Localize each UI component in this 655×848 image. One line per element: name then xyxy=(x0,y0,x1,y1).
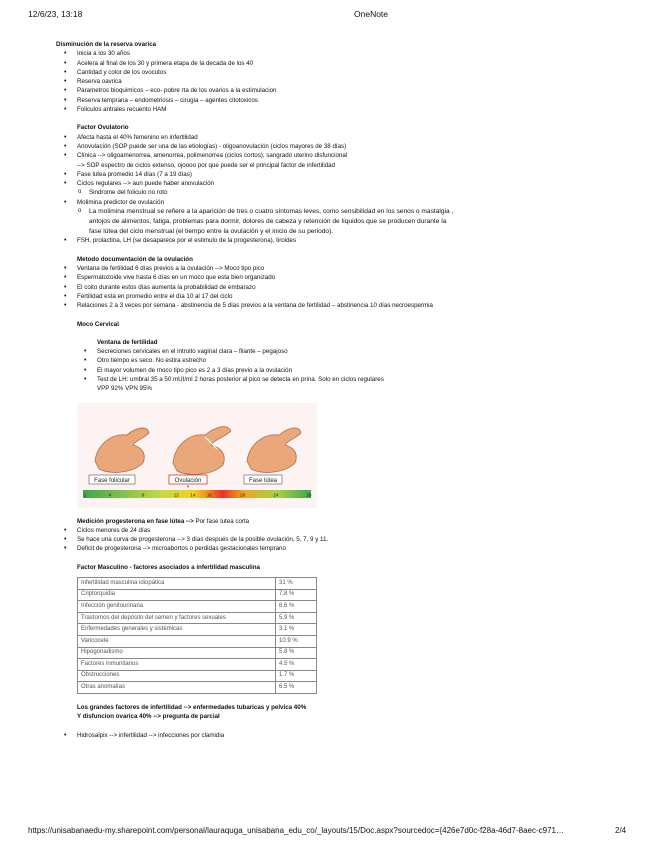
list-subitem: o La molimina menstrual se refiere a la aparición de tres o cuatro síntomas leves, como sensibilidad en los senos o mastalgia , antojos de alimentos, fatiga, problemas para dormir, dolores de cabeza y retención de líquidos que se producen durante la fase lútea del ciclo menstrual (el tiempo entre la ovulación y el inicio de su periodo). xyxy=(78,207,596,236)
app-name: OneNote xyxy=(354,9,389,19)
cycle-day-tick: 28 xyxy=(306,492,312,498)
list-item-continuation: • --> SOP espectro de ciclos extenso, ojoooo por que puede ser el principal factor de infertilidad xyxy=(64,161,596,170)
factor-percent: 5.8 % xyxy=(276,647,317,659)
factor-name: Varicocele xyxy=(78,636,276,648)
factor-percent: 5.9 % xyxy=(276,612,317,624)
label-ovulacion: Ovulación xyxy=(174,477,202,484)
list-item: • Reserva temprana – endometriosis – cirugia – agentes citotoxicos xyxy=(64,96,596,105)
factor-name: Enfermedades generales y sistémicas xyxy=(78,624,276,636)
factor-name: Otras anomalías xyxy=(78,682,276,694)
list-item: • Foliculos antrales recuento HAM xyxy=(64,105,596,114)
factor-name: Infertilidad masculina idiopática xyxy=(78,578,276,590)
summary-line-2: Y disfuncion ovarica 40% --> pregunta de parcial xyxy=(77,713,220,721)
section-title-progesterona: Medición progesterona en fase lútea --> Por fase lutea corta xyxy=(77,517,250,525)
cycle-day-tick: 12 xyxy=(173,492,179,498)
list-metodo xyxy=(56,264,596,310)
factor-percent: 6.5 % xyxy=(276,682,317,694)
factor-name: Infección genitourinaria xyxy=(78,601,276,613)
table-row xyxy=(78,624,317,636)
table-row xyxy=(78,670,317,682)
factor-name: Trastornos del depósito del semen y factores sexuales xyxy=(78,612,276,624)
section-title-reserva: Disminución de la reserva ovarica xyxy=(56,41,157,48)
summary-line-1: Los grandes factores de infertilidad --> enfermedades tubaricas y pelvica 40% xyxy=(77,704,307,712)
hand-lutea-icon xyxy=(247,428,301,472)
list-progesterona xyxy=(56,526,596,554)
list-item: • Secreciones cervicales en el introito vaginal clara – filante – pegajoso xyxy=(84,347,596,356)
table-row xyxy=(78,612,317,624)
list-item: • FSH, prolactina, LH (se desaparece por el estimulo de la progesterona), tiroides xyxy=(64,236,596,245)
list-item: • Test de LH: umbral 35 a 50 mUI/ml 2 horas posterior al pico se detecta en prina. Solo en ciclos regulares VPP 92% VPN 95% xyxy=(84,375,596,394)
list-item: • Espermatozoide vive hasta 6 días en un moco que esta bien organizado xyxy=(64,273,596,282)
male-factors-table xyxy=(77,577,317,694)
list-item: • Parametros bioquimicos – eco- pobre rta de los ovarios a la estimulacion xyxy=(64,86,596,95)
list-item: • Hidrosalpix --> infertilidad --> infecciones por clamidia xyxy=(64,731,596,740)
sublist-molimina xyxy=(56,207,596,236)
table-row xyxy=(78,682,317,694)
factor-percent: 7.8 % xyxy=(276,589,317,601)
list-item: • Se hace una curva de progesterona --> 3 días después de la posible ovulación, 5, 7, 9 y 11. xyxy=(64,535,596,544)
section-title-masculino: Factor Masculino - factores asociados a infertilidad masculina xyxy=(77,563,260,571)
page-number: 2/4 xyxy=(615,826,627,835)
factor-name: Factores inmunitarios xyxy=(78,659,276,671)
list-item: • Relaciones 2 a 3 veces por semana - abstinencia de 5 días previos a la ventana de fertilidad – abstinencia 10 días necroespermia xyxy=(64,301,596,310)
section-title-moco: Moco Cervical xyxy=(77,320,119,328)
cervical-mucus-illustration xyxy=(77,403,317,508)
list-ovulatorio xyxy=(56,133,596,189)
hand-ovulacion-icon xyxy=(173,426,231,474)
list-grandes xyxy=(56,731,596,740)
hand-folicular-icon xyxy=(95,428,149,472)
list-item: • El mayor volumen de moco tipo pico es 2 a 3 días previo a la ovulación xyxy=(84,366,596,375)
section-title-metodo: Metodo documentación de la ovulación xyxy=(77,255,193,263)
table-row xyxy=(78,659,317,671)
list-item: • Ciclos menores de 24 días xyxy=(64,526,596,535)
sublist-ovulatorio xyxy=(56,188,596,197)
label-fase-lutea: Fase lútea xyxy=(248,477,278,484)
cycle-day-tick: 4 xyxy=(108,492,112,498)
table-row xyxy=(78,647,317,659)
table-row xyxy=(78,601,317,613)
list-item: • Inicia a los 30 años xyxy=(64,49,596,58)
factor-percent: 4.5 % xyxy=(276,659,317,671)
factor-percent: 1.7 % xyxy=(276,670,317,682)
list-item: • Afecta hasta el 40% femenino en infertilidad xyxy=(64,133,596,142)
list-item: • Clínica --> oligoamenorrea, amenorrea, polimenorrea (ciclos cortos), sangrado uterino disfuncional xyxy=(64,151,596,160)
list-item: • Ventana de fertilidad 6 días previos a la ovulación --> Moco tipo pico xyxy=(64,264,596,273)
print-datetime: 12/6/23, 13:18 xyxy=(28,9,83,19)
section-title-ovulatorio: Factor Ovulatorio xyxy=(77,124,129,132)
list-item: • Deficit de progesterona --> microabortos o perdidas gestacionales temprano xyxy=(64,544,596,553)
cycle-day-tick: 1 xyxy=(83,492,87,498)
list-item: • Molimina predictor de ovulación xyxy=(64,198,596,207)
cycle-day-tick: 8 xyxy=(141,492,145,498)
table-row xyxy=(78,578,317,590)
cycle-day-tick: 24 xyxy=(273,492,279,498)
list-item: • Otro tiempo es seco. No estira estrecho xyxy=(84,356,596,365)
list-item: • Anovulación (SOP puede ser una de las etiologías) - oligoanovulación (ciclos mayores de 38 días) xyxy=(64,142,596,151)
cycle-day-tick: 16 xyxy=(206,492,212,498)
table-row xyxy=(78,589,317,601)
section-title-ventana: Ventana de fertilidad xyxy=(97,338,158,346)
cycle-day-tick: 20 xyxy=(240,492,246,498)
list-ventana xyxy=(56,347,596,393)
cycle-day-tick: 14 xyxy=(190,492,196,498)
list-item: • Fase lutea promedio 14 días (7 a 19 días) xyxy=(64,170,596,179)
svg-text:▼: ▼ xyxy=(186,483,190,489)
factor-percent: 6.6 % xyxy=(276,601,317,613)
factor-name: Obstrucciones xyxy=(78,670,276,682)
label-fase-folicular: Fase folicular xyxy=(94,477,130,484)
factor-name: Criptorquidia xyxy=(78,589,276,601)
print-url: https://unisabanaedu-my.sharepoint.com/personal/lauraquga_unisabana_edu_co/_layouts/15/Doc.aspx?sourcedoc={426e7d0c-f28a-46d7-8aec-c971… xyxy=(28,826,564,835)
list-item: • El coito durante estos días aumenta la probabilidad de embarazo xyxy=(64,283,596,292)
fertility-window-figure xyxy=(77,403,317,508)
list-reserva xyxy=(56,49,596,114)
list-item: • Acelera al final de los 30 y primera etapa de la decada de los 40 xyxy=(64,59,596,68)
list-item: • Fertilidad esta en promedio entre el día 10 al 17 del ciclo xyxy=(64,292,596,301)
list-item: • Ciclos regulares --> aun puede haber anovulación xyxy=(64,179,596,188)
factor-percent: 31 % xyxy=(276,578,317,590)
table-row xyxy=(78,636,317,648)
list-subitem: o Sindrome del foliculo no roto xyxy=(78,188,596,197)
factor-percent: 3.1 % xyxy=(276,624,317,636)
list-item: • Reserva oavrica xyxy=(64,77,596,86)
factor-percent: 10.9 % xyxy=(276,636,317,648)
factor-name: Hipogonadismo xyxy=(78,647,276,659)
list-item: • Cantidad y color de los ovocutos xyxy=(64,68,596,77)
page-content xyxy=(56,40,596,740)
